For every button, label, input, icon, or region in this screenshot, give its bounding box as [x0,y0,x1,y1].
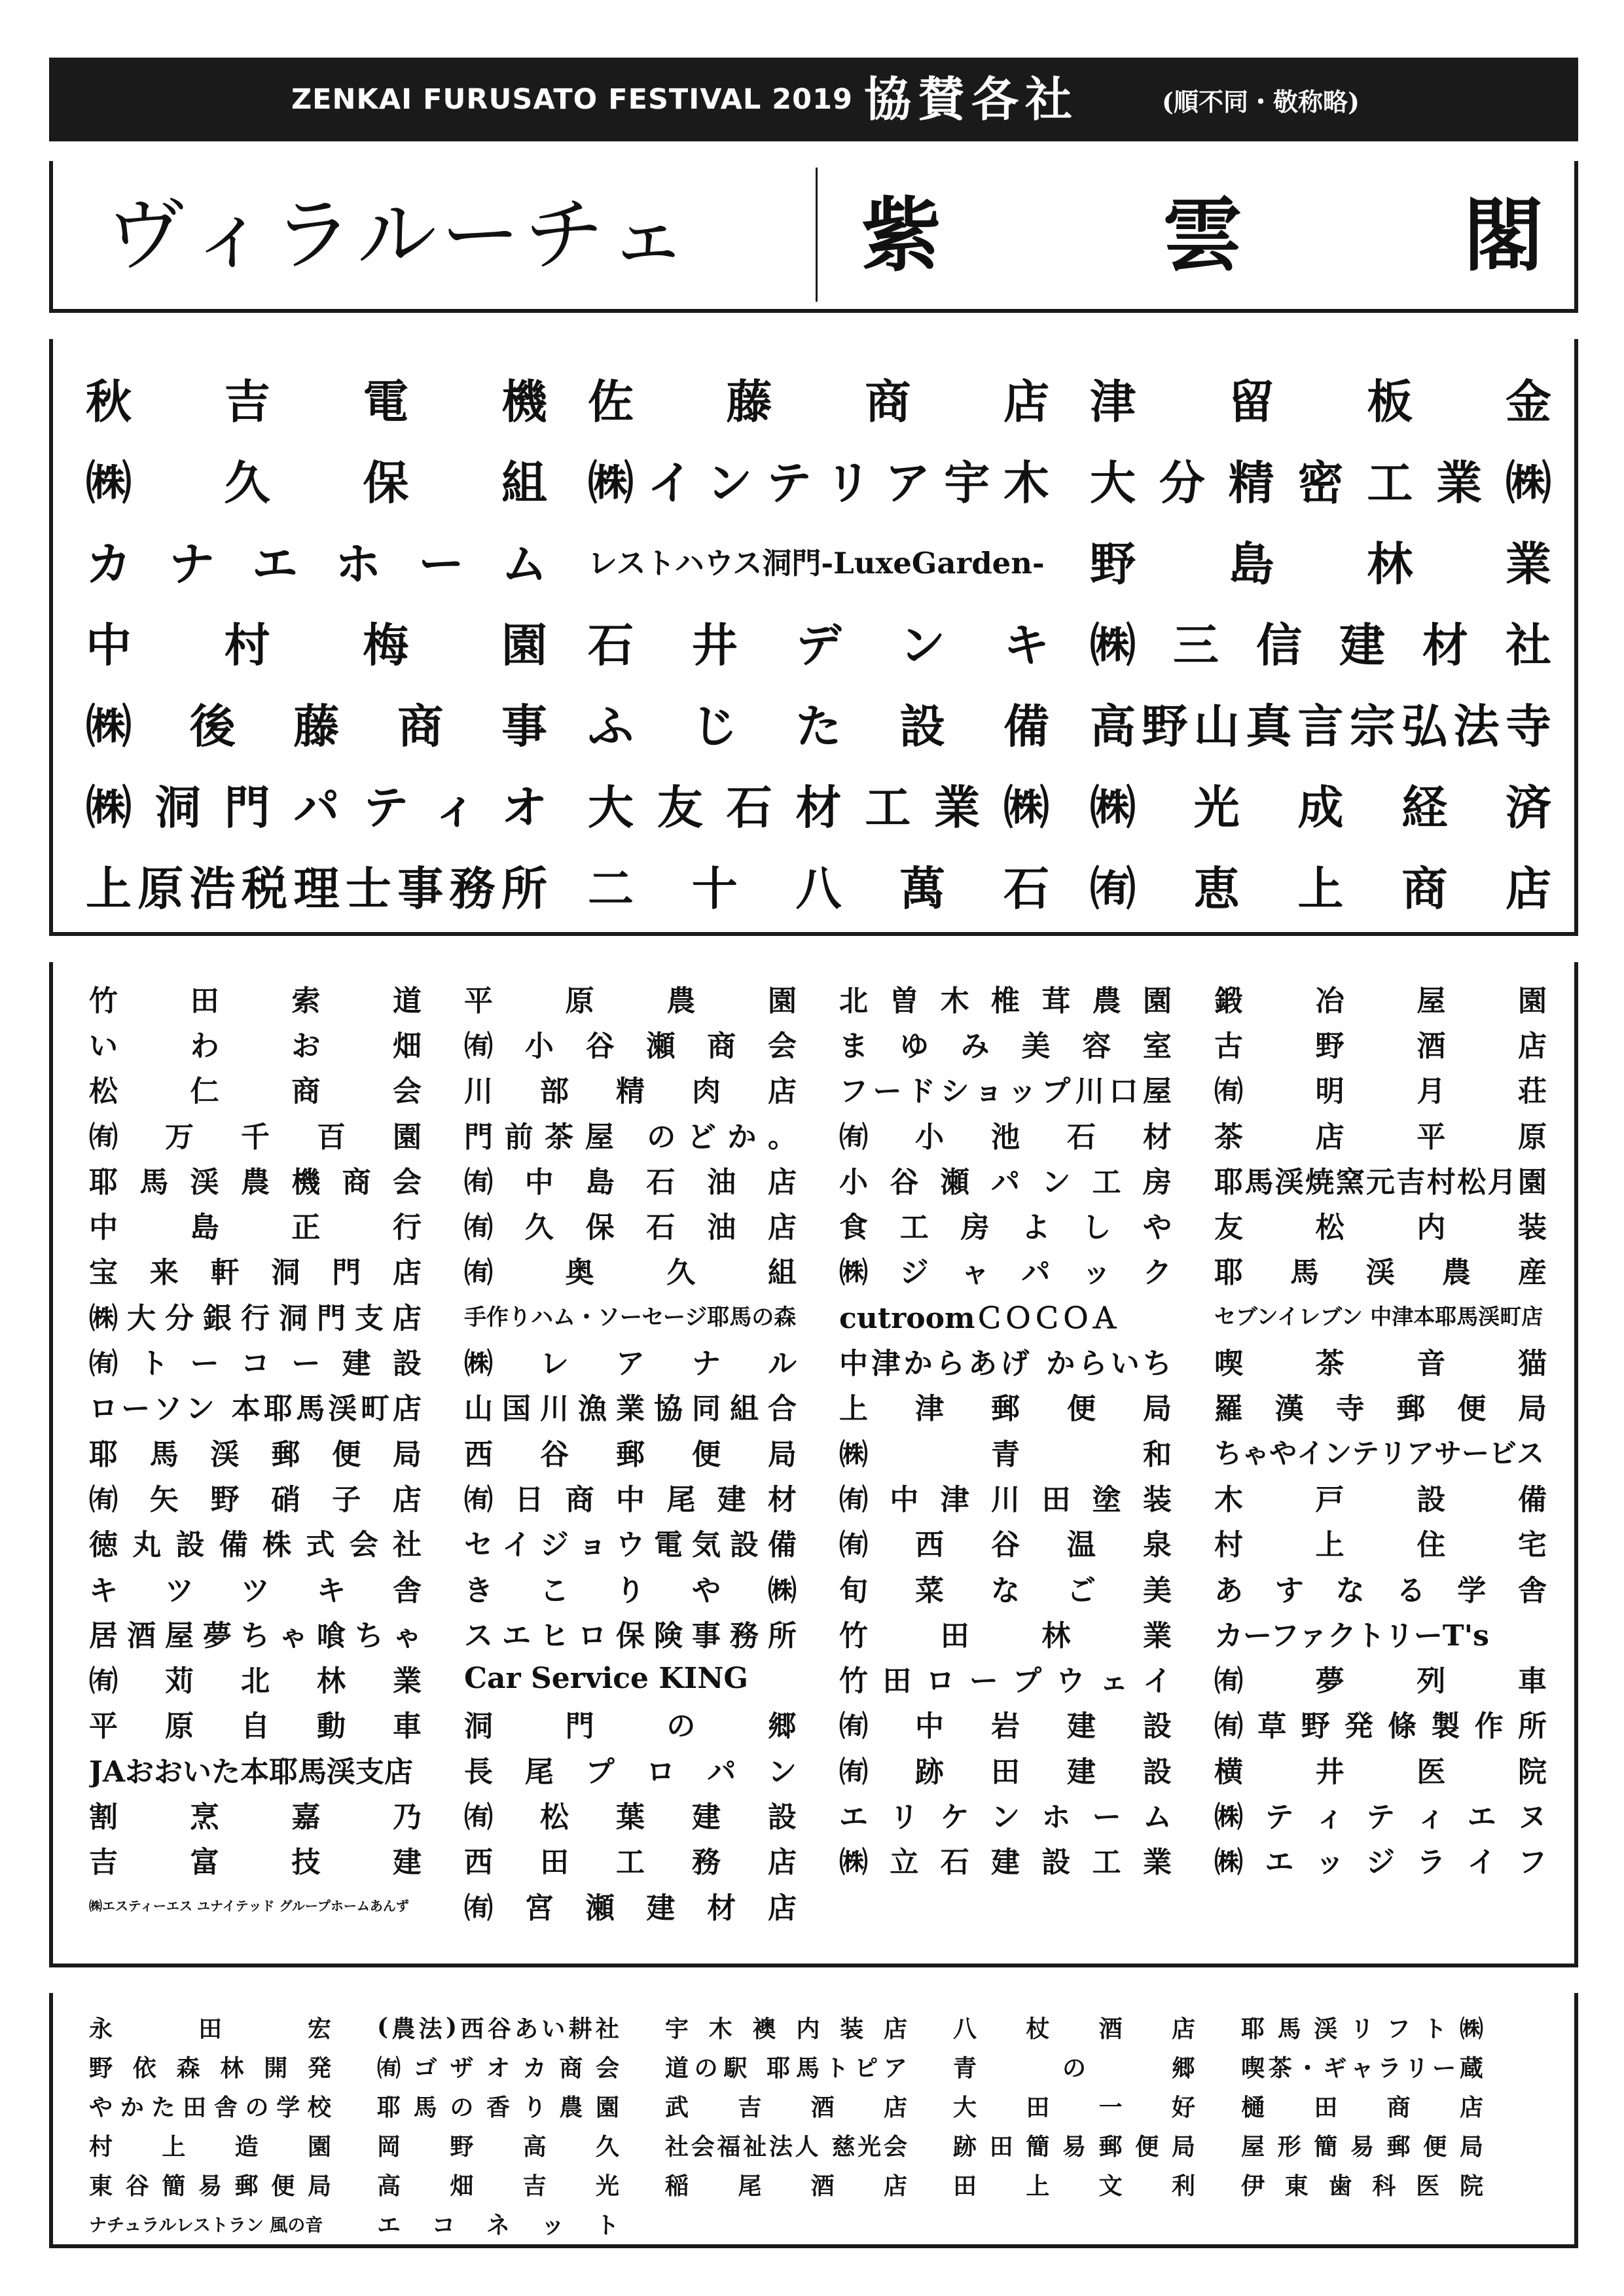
sponsor-name: 樋 田 商 店 [1241,2093,1483,2121]
sponsor-name [953,2204,1195,2243]
sponsors-section [49,962,1578,1967]
sponsor-name: 稲 尾 酒 店 [665,2172,907,2200]
sponsor-name: 上 津 郵 便 局 [839,1392,1172,1426]
sponsor-name: 二 十 八 萬 石 [588,861,1049,916]
sponsor-name: あ す な る 学 舎 [1214,1573,1547,1607]
sponsor-name: フ ー ド シ ョ ッ プ 川 口 屋 [839,1075,1172,1109]
sponsor-name: 大 友 石 材 工 業 ㈱ [588,780,1049,834]
sponsor-name: 秋 吉 電 機 [86,374,547,429]
sponsor-name: ㈱ 久 保 組 [86,455,547,510]
sponsor-name: ㈲ 跡 田 建 設 [839,1755,1172,1789]
sponsor-name: ス エ ヒ ロ 保 険 事 務 所 [464,1619,797,1653]
sponsor-name: 鍛 冶 屋 園 [1214,984,1547,1018]
major-sponsors-section [49,339,1578,936]
sponsor-name: 屋 形 簡 易 郵 便 局 [1241,2132,1483,2161]
sponsor-name: 上 原 浩 税 理 士 事 務 所 [86,861,547,916]
sponsor-name: ㈲ 小 池 石 材 [839,1120,1172,1154]
sponsor-name: ㈱ イ ン テ リ ア 宇 木 [588,455,1049,510]
sponsor-name: 山 国 川 漁 業 協 同 組 合 [464,1392,797,1426]
sponsor-name: 伊 東 歯 科 医 院 [1241,2172,1483,2200]
sponsor-name: い わ お 畑 [89,1029,422,1063]
sponsor-name: 中 村 梅 園 [86,617,547,672]
sponsor-name: ふ じ た 設 備 [588,698,1049,753]
sponsor-name: ㈲ 矢 野 硝 子 店 [89,1482,422,1516]
supporters-section [49,1993,1578,2248]
page-title: 協賛各社 [864,71,1079,127]
sponsor-name: 北 曽 木 椎 茸 農 園 [839,984,1172,1018]
sponsor-name: ㈱ 後 藤 商 事 [86,698,547,753]
sponsor-name: 耶 馬 渓 農 機 商 会 [89,1165,422,1199]
sponsor-name: エ リ ケ ン ホ ー ム [839,1800,1172,1834]
sponsor-name: カ ナ エ ホ ー ム [86,536,547,591]
sponsor-name: 西 田 工 務 店 [464,1846,797,1880]
top-sponsor-char: 閣 [1464,188,1549,282]
sponsor-name: Car Service KING [464,1661,748,1695]
sponsor-name: 野 島 林 業 [1090,536,1551,591]
sponsor-name: 西 谷 郵 便 局 [464,1437,797,1471]
sponsor-name: ㈱ レ ア ナ ル [464,1347,797,1381]
sponsor-name: ㈲ 小 谷 瀬 商 会 [464,1029,797,1063]
title-note: (順不同・敬称略) [1162,87,1360,117]
sponsor-name: ㈲ 中 島 石 油 店 [464,1165,797,1199]
top-sponsor-char: ラ [273,188,357,281]
sponsor-name: 田 上 文 利 [953,2172,1195,2200]
sponsor-name: ㈲ 苅 北 林 業 [89,1664,422,1698]
sponsor-name: 道 の 駅 耶 馬 ト ピ ア [665,2054,907,2082]
sponsor-name: 永 田 宏 [89,2015,331,2043]
top-sponsor-char: ェ [608,188,692,281]
sponsor-name: 割 烹 嘉 乃 [89,1800,422,1834]
sponsor-name: ロ ー ソ ン 本 耶 馬 渓 町 店 [89,1392,422,1426]
sponsor-name: 喫 茶 ・ ギ ャ ラ リ ー 蔵 [1241,2054,1483,2082]
sponsor-name: ㈱ 洞 門 パ テ ィ オ [86,780,547,834]
sponsor-name [1241,2204,1483,2243]
sponsor-name: ㈲ 中 岩 建 設 [839,1710,1172,1744]
sponsor-name: 岡 野 高 久 [377,2132,619,2161]
sponsor-name: 宇 木 襖 内 装 店 [665,2015,907,2043]
sponsor-name: 津 留 板 金 [1090,374,1551,429]
sponsor-name: 東 谷 簡 易 郵 便 局 [89,2172,331,2200]
sponsor-name: 竹 田 林 業 [839,1619,1172,1653]
sponsor-name: cutroomＣＯＣＯＡ [839,1301,1119,1335]
sponsor-name: 大 分 精 密 工 業 ㈱ [1090,455,1551,510]
sponsor-name: 中 島 正 行 [89,1211,422,1245]
top-sponsor-char: チ [524,188,608,281]
sponsor-name: 古 野 酒 店 [1214,1029,1547,1063]
top-sponsor-char: ー [441,188,524,281]
sponsor-name: セブンイレブン 中津本耶馬渓町店 [1214,1304,1543,1330]
sponsor-name: ま ゆ み 美 容 室 [839,1029,1172,1063]
sponsor-name: ㈱エスティーエス ユナイテッド グループホームあんず [89,1898,409,1914]
top-sponsor-char: 紫 [861,188,947,282]
sponsor-name: ちゃやインテリアサービス [1214,1437,1545,1469]
sponsor-name: 耶 馬 渓 郵 便 局 [89,1437,422,1471]
sponsor-name: や か た 田 舎 の 学 校 [89,2093,331,2121]
sponsor-name: 野 依 森 林 開 発 [89,2054,331,2082]
sponsor-name: 旬 菜 な ご 美 [839,1573,1172,1607]
sponsor-name: 耶 馬 渓 農 産 [1214,1256,1547,1290]
sponsor-name: 竹 田 ロ ー プ ウ ェ イ [839,1664,1172,1698]
sponsor-name: ㈱ 三 信 建 材 社 [1090,617,1551,672]
sponsor-name: 小 谷 瀬 パ ン 工 房 [839,1165,1172,1199]
sponsor-name: ㈱ 立 石 建 設 工 業 [839,1846,1172,1880]
sponsor-name: ㈲ ゴ ザ オ カ 商 会 [377,2054,619,2082]
sponsor-name: 友 松 内 装 [1214,1211,1547,1245]
sponsor-name: 門 前 茶 屋 の ど か 。 [464,1120,797,1154]
sponsor-name: 茶 店 平 原 [1214,1120,1547,1154]
sponsor-name: ㈲ 明 月 荘 [1214,1075,1547,1109]
top-sponsor-char: ヴ [105,188,189,281]
major-sponsors-grid [86,357,1552,925]
sponsor-name: 徳 丸 設 備 株 式 会 社 [89,1528,422,1562]
sponsor-name: カーファクトリーT's [1214,1619,1489,1653]
top-divider [816,168,818,302]
sponsor-name: ㈱ 青 和 [839,1437,1172,1471]
sponsor-name: 洞 門 の 郷 [464,1710,797,1744]
sponsor-name: ナチュラルレストラン 風の音 [89,2215,323,2236]
sponsor-name: ㈲ 宮 瀬 建 材 店 [464,1891,797,1925]
sponsor-name: 耶 馬 渓 リ フ ト ㈱ [1241,2015,1483,2043]
sponsor-name: ㈲ 万 千 百 園 [89,1120,422,1154]
sponsor-name: 村 上 造 園 [89,2132,331,2161]
sponsor-name: 佐 藤 商 店 [588,374,1049,429]
sponsor-name: セ イ ジ ョ ウ 電 気 設 備 [464,1528,797,1562]
sponsor-name: 羅 漢 寺 郵 便 局 [1214,1392,1547,1426]
sponsor-name: 平 原 農 園 [464,984,797,1018]
sponsor-name: レストハウス洞門-LuxeGarden- [588,545,1045,581]
sponsor-name: 竹 田 索 道 [89,984,422,1018]
top-sponsor-right [861,161,1549,309]
sponsor-name [665,2204,907,2243]
sponsor-name [839,1882,1172,1928]
sponsor-name: 川 部 精 肉 店 [464,1075,797,1109]
sponsor-name: 平 原 自 動 車 [89,1710,422,1744]
sponsor-name: 中 津 か ら あ げ か ら い ち [839,1347,1172,1381]
sponsor-name: エ コ ネ ッ ト [377,2211,619,2239]
sponsor-name: 手作りハム・ソーセージ耶馬の森 [464,1304,797,1331]
sponsor-name: 耶 馬 渓 焼 窯 元 吉 村 松 月 園 [1214,1165,1547,1199]
sponsor-name: 長 尾 プ ロ パ ン [464,1755,797,1789]
top-sponsor-left [105,161,812,309]
sponsor-name: キ ツ ツ キ 舎 [89,1573,422,1607]
top-sponsors-section [49,161,1578,313]
sponsor-name: ㈲ 夢 列 車 [1214,1664,1547,1698]
sponsor-name: 跡 田 簡 易 郵 便 局 [953,2132,1195,2161]
sponsor-name: ㈲ 恵 上 商 店 [1090,861,1551,916]
sponsor-name: ㈱ ジ ャ パ ッ ク [839,1256,1172,1290]
sponsor-name: 社 会 福 祉 法 人 慈 光 会 [665,2132,907,2161]
sponsor-name: ㈲ ト ー コ ー 建 設 [89,1347,422,1381]
sponsor-name: 高 畑 吉 光 [377,2172,619,2200]
top-sponsor-char: ィ [189,188,273,281]
sponsor-name: ㈲ 日 商 中 尾 建 材 [464,1482,797,1516]
sponsor-name: ㈲ 松 葉 建 設 [464,1800,797,1834]
sponsor-name: 武 吉 酒 店 [665,2093,907,2121]
sponsor-name: ㈱ テ ィ テ ィ エ ヌ [1214,1800,1547,1834]
sponsor-name: ㈱ 大 分 銀 行 洞 門 支 店 [89,1301,422,1335]
sponsor-name: 喫 茶 音 猫 [1214,1347,1547,1381]
sponsor-name: ( 農 法 ) 西 谷 あ い 耕 社 [377,2013,619,2043]
sponsor-name: JAおおいた本耶馬渓支店 [89,1755,413,1789]
sponsor-name [1214,1882,1547,1928]
sponsor-name: 耶 馬 の 香 り 農 園 [377,2093,619,2121]
top-sponsor-char: ル [357,188,441,281]
sponsor-name: ㈱ 光 成 経 済 [1090,780,1551,834]
sponsor-name: 松 仁 商 会 [89,1075,422,1109]
supporters-grid [89,2007,1545,2243]
event-title: ZENKAI FURUSATO FESTIVAL 2019 [291,83,853,116]
sponsor-name: 石 井 デ ン キ [588,617,1049,672]
sponsor-name: ㈲ 西 谷 温 泉 [839,1528,1172,1562]
sponsor-name: 木 戸 設 備 [1214,1482,1547,1516]
sponsor-name: 宝 来 軒 洞 門 店 [89,1256,422,1290]
sponsor-name: き こ り や ㈱ [464,1573,797,1607]
sponsor-name: ㈲ 草 野 発 條 製 作 所 [1214,1710,1547,1744]
sponsor-name: ㈲ 奥 久 組 [464,1256,797,1290]
sponsor-name: ㈲ 中 津 川 田 塗 装 [839,1482,1172,1516]
sponsor-name: ㈱ エ ッ ジ ラ イ フ [1214,1846,1547,1880]
sponsor-name: ㈲ 久 保 石 油 店 [464,1211,797,1245]
sponsor-name: 居 酒 屋 夢 ち ゃ 喰 ち ゃ [89,1619,422,1653]
top-sponsor-char: 雲 [1163,188,1248,282]
sponsors-grid [89,975,1549,1928]
sponsor-name: 青 の 郷 [953,2054,1195,2082]
sponsor-name: 横 井 医 院 [1214,1755,1547,1789]
sponsor-name: 村 上 住 宅 [1214,1528,1547,1562]
sponsor-name: 八 杖 酒 店 [953,2015,1195,2043]
sponsor-name: 大 田 一 好 [953,2093,1195,2121]
header-bar [49,58,1578,141]
sponsor-name: 吉 富 技 建 [89,1846,422,1880]
sponsor-name: 食 工 房 よ し や [839,1211,1172,1245]
sponsor-name: 高 野 山 真 言 宗 弘 法 寺 [1090,698,1551,753]
